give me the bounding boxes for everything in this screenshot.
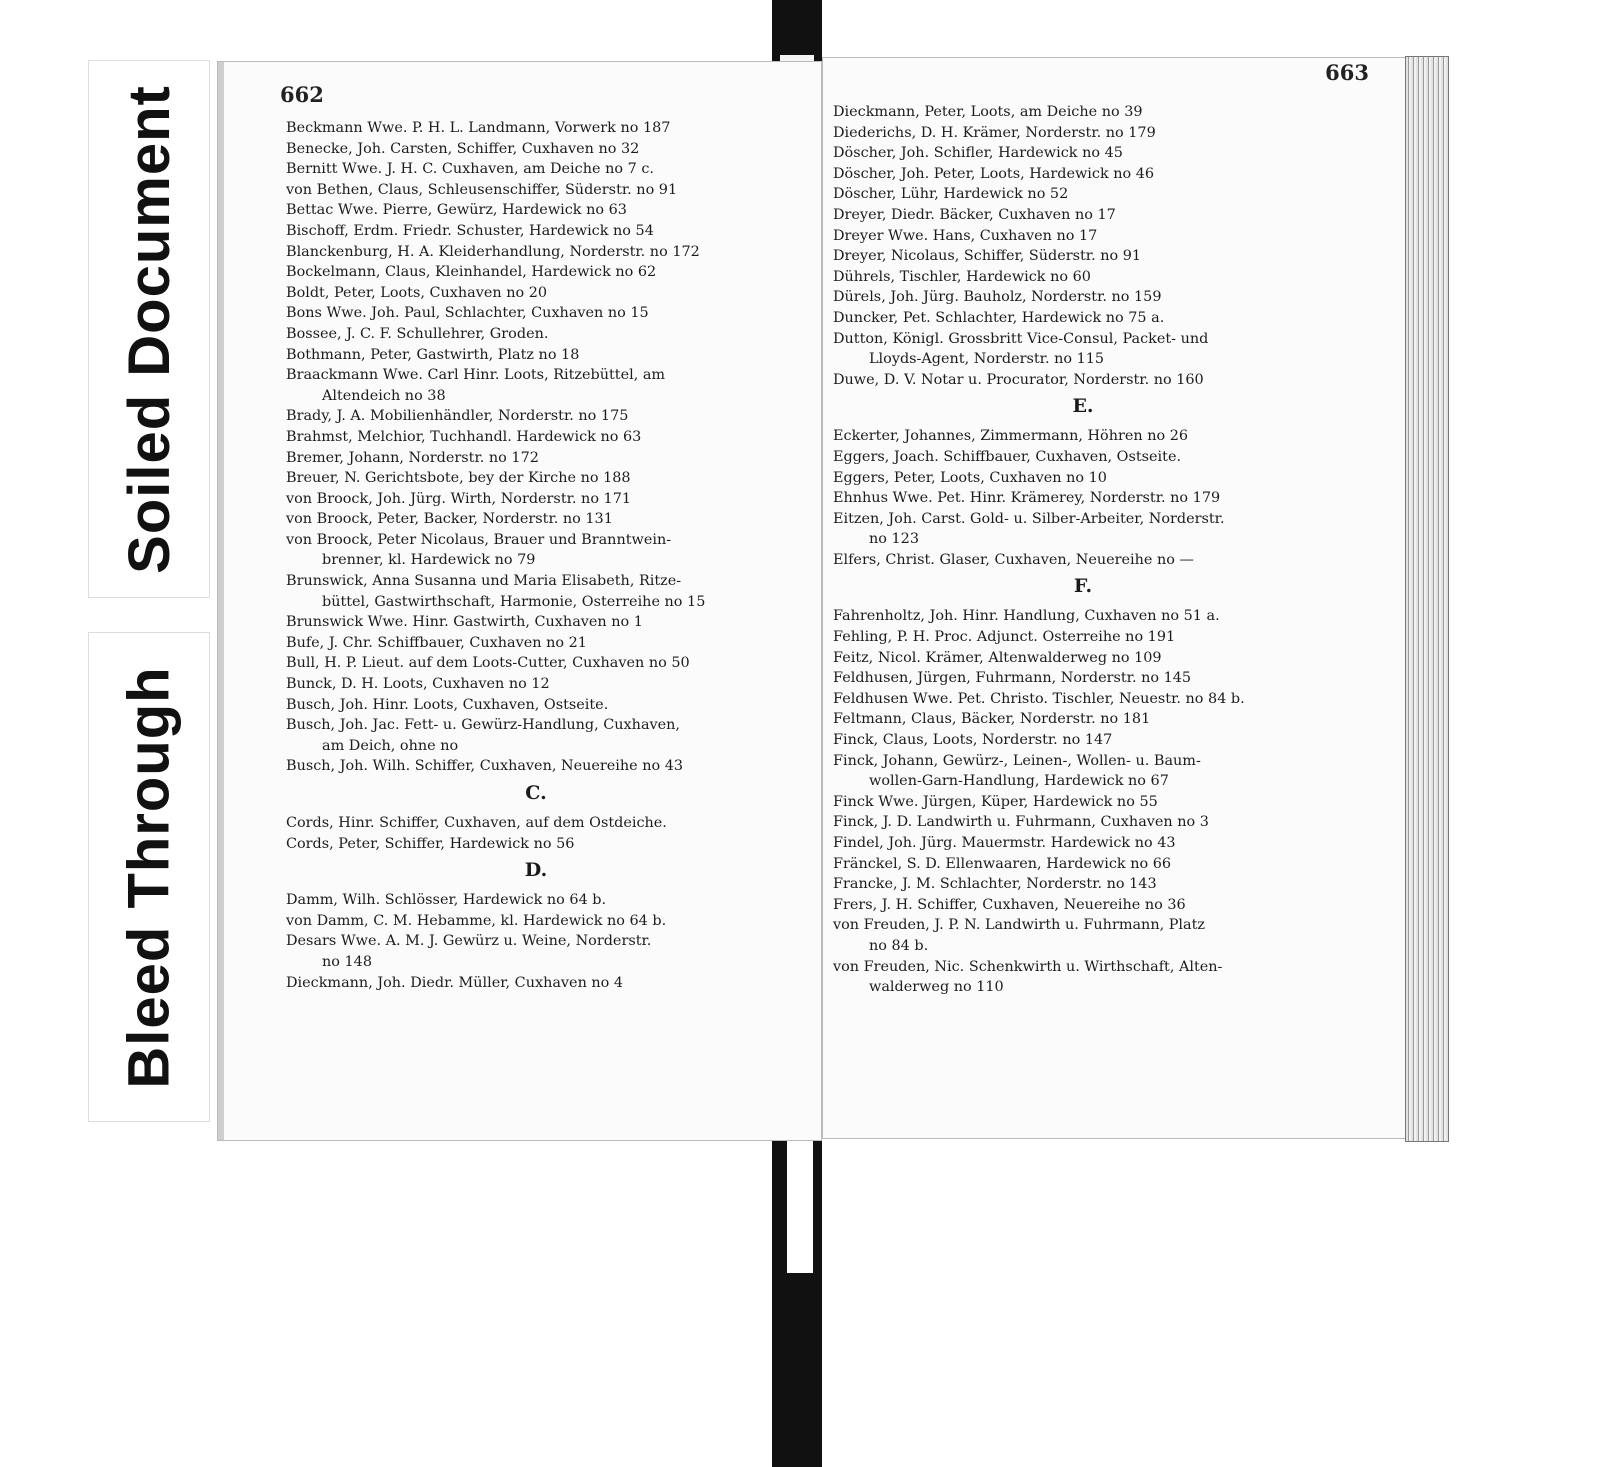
soiled-document-label (88, 60, 210, 598)
directory-entry: Breuer, N. Gerichtsbote, bey der Kirche no 188 (286, 470, 631, 487)
directory-entry: Dieckmann, Joh. Diedr. Müller, Cuxhaven no 4 (286, 974, 624, 991)
directory-entry: von Broock, Peter, Backer, Norderstr. no 131 (286, 511, 613, 528)
directory-entry: Bull, H. P. Lieut. auf dem Loots-Cutter, Cuxhaven no 50 (286, 655, 690, 672)
directory-entry: Ehnhus Wwe. Pet. Hinr. Krämerey, Norderstr. no 179 (833, 490, 1221, 507)
directory-entry: Feitz, Nicol. Krämer, Altenwalderweg no 109 (833, 649, 1162, 666)
directory-entry: Cords, Hinr. Schiffer, Cuxhaven, auf dem Ostdeiche. (286, 815, 667, 831)
page-block-edge (1405, 56, 1449, 1142)
directory-entry: von Damm, C. M. Hebamme, kl. Hardewick no 64 b. (286, 912, 667, 929)
directory-entry: Döscher, Joh. Peter, Loots, Hardewick no 46 (833, 165, 1155, 182)
directory-list (833, 102, 1401, 998)
directory-entry: Busch, Joh. Jac. Fett- u. Gewürz-Handlung, Cuxhaven, am Deich, ohne no (286, 717, 681, 754)
directory-entry: Eckerter, Johannes, Zimmermann, Höhren no 26 (833, 428, 1189, 445)
directory-entry: Cords, Peter, Schiffer, Hardewick no 56 (286, 835, 575, 852)
directory-entry: Braackmann Wwe. Carl Hinr. Loots, Ritzebüttel, am Altendeich no 38 (286, 367, 666, 404)
directory-entry: Desars Wwe. A. M. J. Gewürz u. Weine, Norderstr. no 148 (286, 933, 652, 970)
directory-entry: Feltmann, Claus, Bäcker, Norderstr. no 181 (833, 711, 1151, 728)
section-letter: C. (525, 782, 547, 804)
directory-entry: Dreyer, Nicolaus, Schiffer, Süderstr. no 91 (833, 248, 1142, 265)
directory-entry: Findel, Joh. Jürg. Mauermstr. Hardewick no 43 (833, 835, 1176, 851)
page-number: 662 (280, 82, 324, 107)
directory-entry: Francke, J. M. Schlachter, Norderstr. no 143 (833, 876, 1157, 893)
directory-entry: von Bethen, Claus, Schleusenschiffer, Süderstr. no 91 (286, 181, 678, 198)
directory-entry: Dreyer, Diedr. Bäcker, Cuxhaven no 17 (833, 206, 1116, 223)
directory-entry: Finck Wwe. Jürgen, Küper, Hardewick no 55 (833, 793, 1158, 810)
directory-entry: Benecke, Joh. Carsten, Schiffer, Cuxhaven no 32 (286, 140, 640, 157)
directory-entry: Bernitt Wwe. J. H. C. Cuxhaven, am Deiche no 7 c. (286, 161, 654, 178)
soiled-document-label-text: Soiled Document (116, 84, 182, 574)
directory-entry: Bufe, J. Chr. Schiffbauer, Cuxhaven no 21 (286, 634, 587, 651)
directory-entry: von Freuden, J. P. N. Landwirth u. Fuhrmann, Platz no 84 b. (833, 917, 1205, 954)
directory-entry: Brunswick, Anna Susanna und Maria Elisabeth, Ritze- büttel, Gastwirthschaft, Harmonie, Osterreihe no 15 (286, 573, 706, 610)
spine-tab (784, 1138, 816, 1273)
directory-entry: Finck, Claus, Loots, Norderstr. no 147 (833, 732, 1113, 749)
directory-entry: Döscher, Lühr, Hardewick no 52 (833, 186, 1069, 203)
directory-entry: Feldhusen Wwe. Pet. Christo. Tischler, Neuestr. no 84 b. (833, 690, 1245, 707)
directory-entry: Dreyer Wwe. Hans, Cuxhaven no 17 (833, 227, 1098, 244)
directory-entry: Beckmann Wwe. P. H. L. Landmann, Vorwerk no 187 (286, 120, 671, 136)
directory-entry: Frers, J. H. Schiffer, Cuxhaven, Neuereihe no 36 (833, 896, 1186, 913)
directory-entry: Eggers, Joach. Schiffbauer, Cuxhaven, Ostseite. (833, 448, 1182, 465)
directory-entry: Bischoff, Erdm. Friedr. Schuster, Hardewick no 54 (286, 222, 654, 239)
section-letter: D. (524, 859, 548, 882)
directory-entry: Duncker, Pet. Schlachter, Hardewick no 75 a. (833, 309, 1165, 326)
directory-list (286, 118, 816, 993)
directory-entry: Bettac Wwe. Pierre, Gewürz, Hardewick no 63 (286, 202, 627, 219)
directory-entry: von Broock, Joh. Jürg. Wirth, Norderstr. no 171 (286, 490, 632, 507)
directory-entry: Dutton, Königl. Grossbritt Vice-Consul, Packet- und Lloyds-Agent, Norderstr. no 115 (833, 330, 1209, 368)
right-page (823, 58, 1405, 1138)
directory-entry: Bossee, J. C. F. Schullehrer, Groden. (286, 325, 549, 342)
directory-entry: Dürels, Joh. Jürg. Bauholz, Norderstr. no 159 (833, 289, 1162, 306)
bleed-through-label (88, 632, 210, 1122)
directory-entry: Dieckmann, Peter, Loots, am Deiche no 39 (833, 104, 1143, 120)
page-number: 663 (1325, 60, 1369, 85)
directory-entry: Blanckenburg, H. A. Kleiderhandlung, Norderstr. no 172 (286, 243, 700, 260)
directory-entry: Damm, Wilh. Schlösser, Hardewick no 64 b. (286, 892, 607, 909)
directory-entry: Busch, Joh. Wilh. Schiffer, Cuxhaven, Neuereihe no 43 (286, 758, 684, 775)
directory-entry: Finck, Johann, Gewürz-, Leinen-, Wollen- u. Baum- wollen-Garn-Handlung, Hardewick no 67 (833, 752, 1201, 790)
directory-entry: Eitzen, Joh. Carst. Gold- u. Silber-Arbeiter, Norderstr. no 123 (833, 510, 1225, 548)
directory-entry: Fehling, P. H. Proc. Adjunct. Osterreihe no 191 (833, 629, 1176, 646)
directory-entry: Fahrenholtz, Joh. Hinr. Handlung, Cuxhaven no 51 a. (833, 608, 1220, 625)
directory-entry: Feldhusen, Jürgen, Fuhrmann, Norderstr. no 145 (833, 670, 1192, 687)
directory-entry: Bremer, Johann, Norderstr. no 172 (286, 449, 539, 466)
directory-entry: Diederichs, D. H. Krämer, Norderstr. no 179 (833, 124, 1156, 141)
left-page (218, 62, 821, 1140)
directory-entry: Boldt, Peter, Loots, Cuxhaven no 20 (286, 284, 548, 301)
section-letter: F. (1073, 575, 1093, 598)
directory-entry: Bockelmann, Claus, Kleinhandel, Hardewick no 62 (286, 264, 657, 281)
directory-entry: von Broock, Peter Nicolaus, Brauer und Branntwein- brenner, kl. Hardewick no 79 (286, 531, 672, 569)
section-letter: E. (1072, 395, 1094, 418)
directory-entry: Bothmann, Peter, Gastwirth, Platz no 18 (286, 346, 580, 363)
directory-entry: Busch, Joh. Hinr. Loots, Cuxhaven, Ostseite. (286, 696, 609, 713)
directory-entry: Brunswick Wwe. Hinr. Gastwirth, Cuxhaven no 1 (286, 614, 643, 631)
directory-entry: Finck, J. D. Landwirth u. Fuhrmann, Cuxhaven no 3 (833, 814, 1209, 831)
directory-entry: Bunck, D. H. Loots, Cuxhaven no 12 (286, 676, 550, 693)
directory-entry: Eggers, Peter, Loots, Cuxhaven no 10 (833, 469, 1107, 486)
directory-entry: von Freuden, Nic. Schenkwirth u. Wirthschaft, Alten- walderweg no 110 (833, 958, 1223, 996)
directory-entry: Duwe, D. V. Notar u. Procurator, Norderstr. no 160 (833, 371, 1204, 388)
bleed-through-label-text: Bleed Through (116, 665, 182, 1089)
directory-entry: Elfers, Christ. Glaser, Cuxhaven, Neuereihe no — (833, 551, 1194, 568)
directory-entry: Brady, J. A. Mobilienhändler, Norderstr. no 175 (286, 408, 629, 425)
directory-entry: Fränckel, S. D. Ellenwaaren, Hardewick no 66 (833, 855, 1172, 872)
directory-entry: Brahmst, Melchior, Tuchhandl. Hardewick no 63 (286, 428, 642, 445)
directory-entry: Döscher, Joh. Schifler, Hardewick no 45 (833, 145, 1123, 162)
directory-entry: Bons Wwe. Joh. Paul, Schlachter, Cuxhaven no 15 (286, 305, 649, 322)
directory-entry: Dührels, Tischler, Hardewick no 60 (833, 268, 1091, 285)
